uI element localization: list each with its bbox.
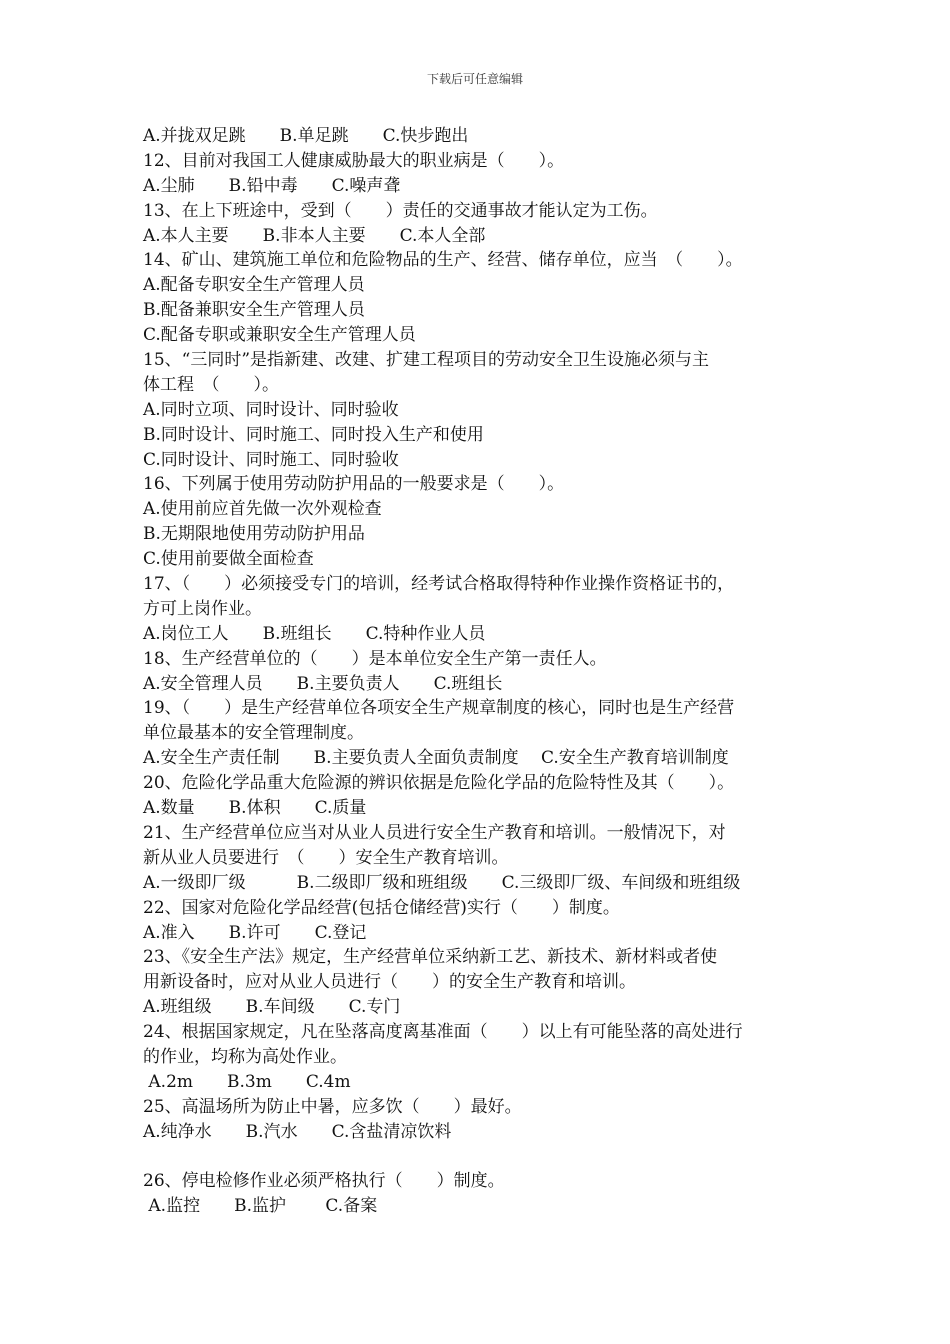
text-line: 14、矿山、建筑施工单位和危险物品的生产、经营、储存单位，应当 （ ）。	[143, 250, 743, 271]
text-line: A.配备专职安全生产管理人员	[143, 275, 365, 296]
text-line: 17、（ ）必须接受专门的培训，经考试合格取得特种作业操作资格证书的，	[143, 574, 735, 595]
text-line: A.使用前应首先做一次外观检查	[143, 499, 382, 520]
text-line: 方可上岗作业。	[143, 598, 262, 619]
blank-line	[143, 1145, 823, 1170]
text-line: 新从业人员要进行 （ ）安全生产教育培训。	[143, 847, 509, 868]
text-line: 12、目前对我国工人健康威胁最大的职业病是（ ）。	[143, 150, 565, 171]
text-line: 20、危险化学品重大危险源的辨识依据是危险化学品的危险特性及其（ ）。	[143, 773, 735, 794]
text-line: A.纯净水 B.汽水 C.含盐清凉饮料	[143, 1121, 452, 1142]
text-line: 25、高温场所为防止中暑，应多饮（ ）最好。	[143, 1096, 522, 1117]
text-line: 的作业，均称为高处作业。	[143, 1046, 347, 1067]
text-line: 15、“三同时”是指新建、改建、扩建工程项目的劳动安全卫生设施必须与主	[143, 350, 710, 371]
text-line: A.本人主要 B.非本人主要 C.本人全部	[143, 225, 486, 246]
text-line: 24、根据国家规定，凡在坠落高度离基准面（ ）以上有可能坠落的高处进行	[143, 1022, 743, 1043]
text-line: A.班组级 B.车间级 C.专门	[143, 997, 401, 1018]
text-line: A.同时立项、同时设计、同时验收	[143, 399, 399, 420]
text-line: 22、国家对危险化学品经营(包括仓储经营)实行（ ）制度。	[143, 897, 620, 918]
text-line: A.岗位工人 B.班组长 C.特种作业人员	[143, 623, 486, 644]
text-line: A.安全管理人员 B.主要负责人 C.班组长	[143, 673, 503, 694]
text-line: 13、在上下班途中，受到（ ）责任的交通事故才能认定为工伤。	[143, 200, 658, 221]
text-line: 16、下列属于使用劳动防护用品的一般要求是（ ）。	[143, 474, 565, 495]
document-body	[143, 124, 823, 1219]
text-line: A.数量 B.体积 C.质量	[143, 798, 367, 819]
text-line: A.准入 B.许可 C.登记	[143, 922, 367, 943]
text-line: 单位最基本的安全管理制度。	[143, 723, 364, 744]
text-line: 23、《安全生产法》规定，生产经营单位采纳新工艺、新技术、新材料或者使	[143, 947, 718, 968]
text-line: B.同时设计、同时施工、同时投入生产和使用	[143, 424, 484, 445]
text-line: A.2m B.3m C.4m	[143, 1071, 351, 1092]
text-line: C.配备专职或兼职安全生产管理人员	[143, 325, 416, 346]
text-line: A.安全生产责任制 B.主要负责人全面负责制度 C.安全生产教育培训制度	[143, 748, 729, 769]
page-header: 下载后可任意编辑	[426, 72, 523, 86]
text-line: 体工程 （ ）。	[143, 374, 279, 395]
text-line: C.同时设计、同时施工、同时验收	[143, 449, 399, 470]
text-line: 用新设备时，应对从业人员进行（ ）的安全生产教育和培训。	[143, 972, 636, 993]
text-line: 19、（ ）是生产经营单位各项安全生产规章制度的核心，同时也是生产经营	[143, 698, 735, 719]
text-line: A.并拢双足跳 B.单足跳 C.快步跑出	[143, 126, 469, 146]
text-line: A.监控 B.监护 C.备案	[143, 1196, 378, 1217]
text-line: 21、生产经营单位应当对从业人员进行安全生产教育和培训。一般情况下，对	[143, 822, 726, 843]
text-line: A.尘肺 B.铅中毒 C.噪声聋	[143, 175, 401, 196]
text-line: 18、生产经营单位的（ ）是本单位安全生产第一责任人。	[143, 648, 607, 669]
text-line: B.无期限地使用劳动防护用品	[143, 524, 365, 545]
text-line: A.一级即厂级 B.二级即厂级和班组级 C.三级即厂级、车间级和班组级	[143, 872, 741, 893]
text-line: C.使用前要做全面检查	[143, 549, 314, 570]
text-line: 26、停电检修作业必须严格执行（ ）制度。	[143, 1171, 505, 1192]
text-line: B.配备兼职安全生产管理人员	[143, 300, 365, 321]
